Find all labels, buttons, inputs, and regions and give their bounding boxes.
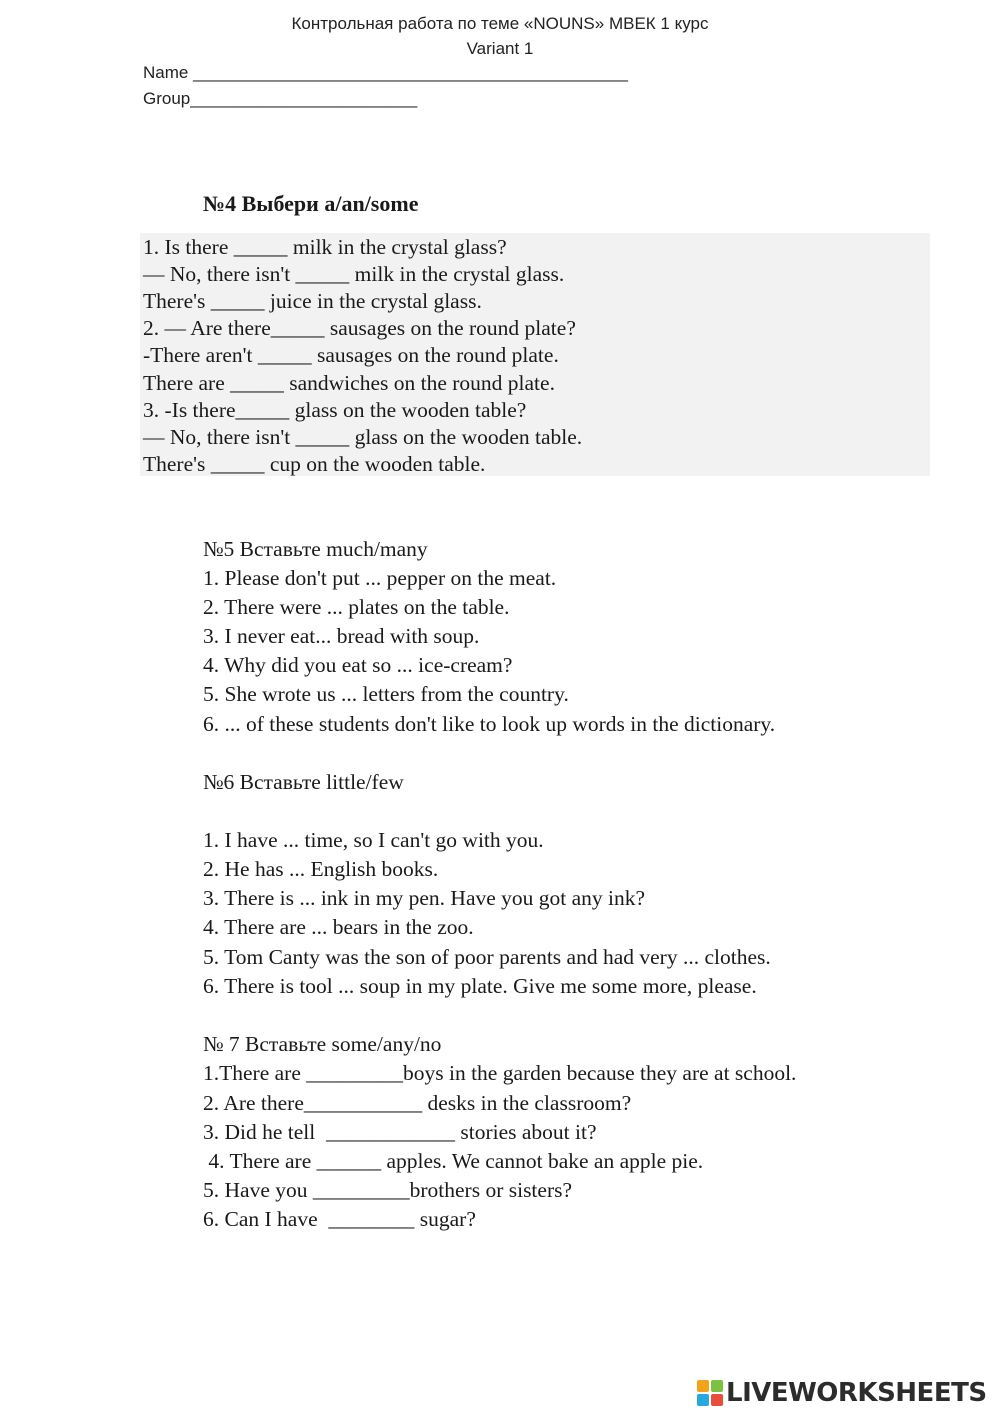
exercise-line: 2. There were ... plates on the table.	[203, 595, 510, 619]
variant-label: Variant 1	[466, 39, 534, 58]
section-4-title: №4 Выбери a/an/some	[203, 191, 419, 216]
exercise-line: 5. Tom Canty was the son of poor parents and had very ... clothes.	[203, 945, 771, 969]
exercise-line: 6. ... of these students don't like to look up words in the dictionary.	[203, 712, 776, 736]
section-4-exercise-box	[140, 233, 930, 476]
exercise-line: 1. Please don't put ... pepper on the meat.	[203, 566, 557, 590]
section-6-title: №6 Вставьте little/few	[203, 770, 404, 794]
exercise-line: 1.There are _________boys in the garden because they are at school.	[203, 1061, 797, 1085]
document-title: Контрольная работа по теме «NOUNS» МВЕК 1 курс	[291, 14, 709, 33]
liveworksheets-logo	[697, 1378, 987, 1408]
section-7-title: № 7 Вставьте some/any/no	[203, 1032, 442, 1056]
exercise-line: 5. Have you _________brothers or sisters?	[203, 1178, 573, 1202]
liveworksheets-logo-icon	[697, 1380, 723, 1406]
exercise-line: 2. — Are there_____ sausages on the round plate?	[143, 316, 576, 340]
exercise-line: — No, there isn't _____ glass on the wooden table.	[143, 425, 583, 449]
exercise-line: 4. There are ... bears in the zoo.	[203, 915, 474, 939]
exercise-line: 2. He has ... English books.	[203, 857, 439, 881]
exercise-line: 3. Did he tell ____________ stories about it?	[203, 1120, 597, 1144]
exercise-line: 5. She wrote us ... letters from the country.	[203, 682, 569, 706]
section-5-title: №5 Вставьте much/many	[203, 537, 428, 561]
exercise-line: There are _____ sandwiches on the round plate.	[143, 371, 555, 395]
exercise-line: 1. I have ... time, so I can't go with you.	[203, 828, 544, 852]
group-field: Group________________________	[143, 89, 418, 108]
exercise-line: 3. There is ... ink in my pen. Have you got any ink?	[203, 886, 646, 910]
exercise-line: 4. Why did you eat so ... ice-cream?	[203, 653, 513, 677]
liveworksheets-brand-text: LIVEWORKSHEETS	[726, 1378, 987, 1408]
exercise-line: 2. Are there___________ desks in the classroom?	[203, 1091, 632, 1115]
exercise-line: -There aren't _____ sausages on the round plate.	[143, 343, 559, 367]
exercise-line: 6. There is tool ... soup in my plate. Give me some more, please.	[203, 974, 757, 998]
name-field: Name ______________________________________________	[143, 63, 628, 82]
exercise-line: 4. There are ______ apples. We cannot bake an apple pie.	[203, 1149, 704, 1173]
exercise-line: 6. Can I have ________ sugar?	[203, 1207, 476, 1231]
exercise-line: 1. Is there _____ milk in the crystal glass?	[143, 235, 507, 259]
exercise-line: There's _____ cup on the wooden table.	[143, 452, 486, 476]
exercise-line: — No, there isn't _____ milk in the crystal glass.	[143, 262, 565, 286]
exercise-line: 3. -Is there_____ glass on the wooden table?	[143, 398, 527, 422]
exercise-line: There's _____ juice in the crystal glass.	[143, 289, 482, 313]
exercise-line: 3. I never eat... bread with soup.	[203, 624, 480, 648]
